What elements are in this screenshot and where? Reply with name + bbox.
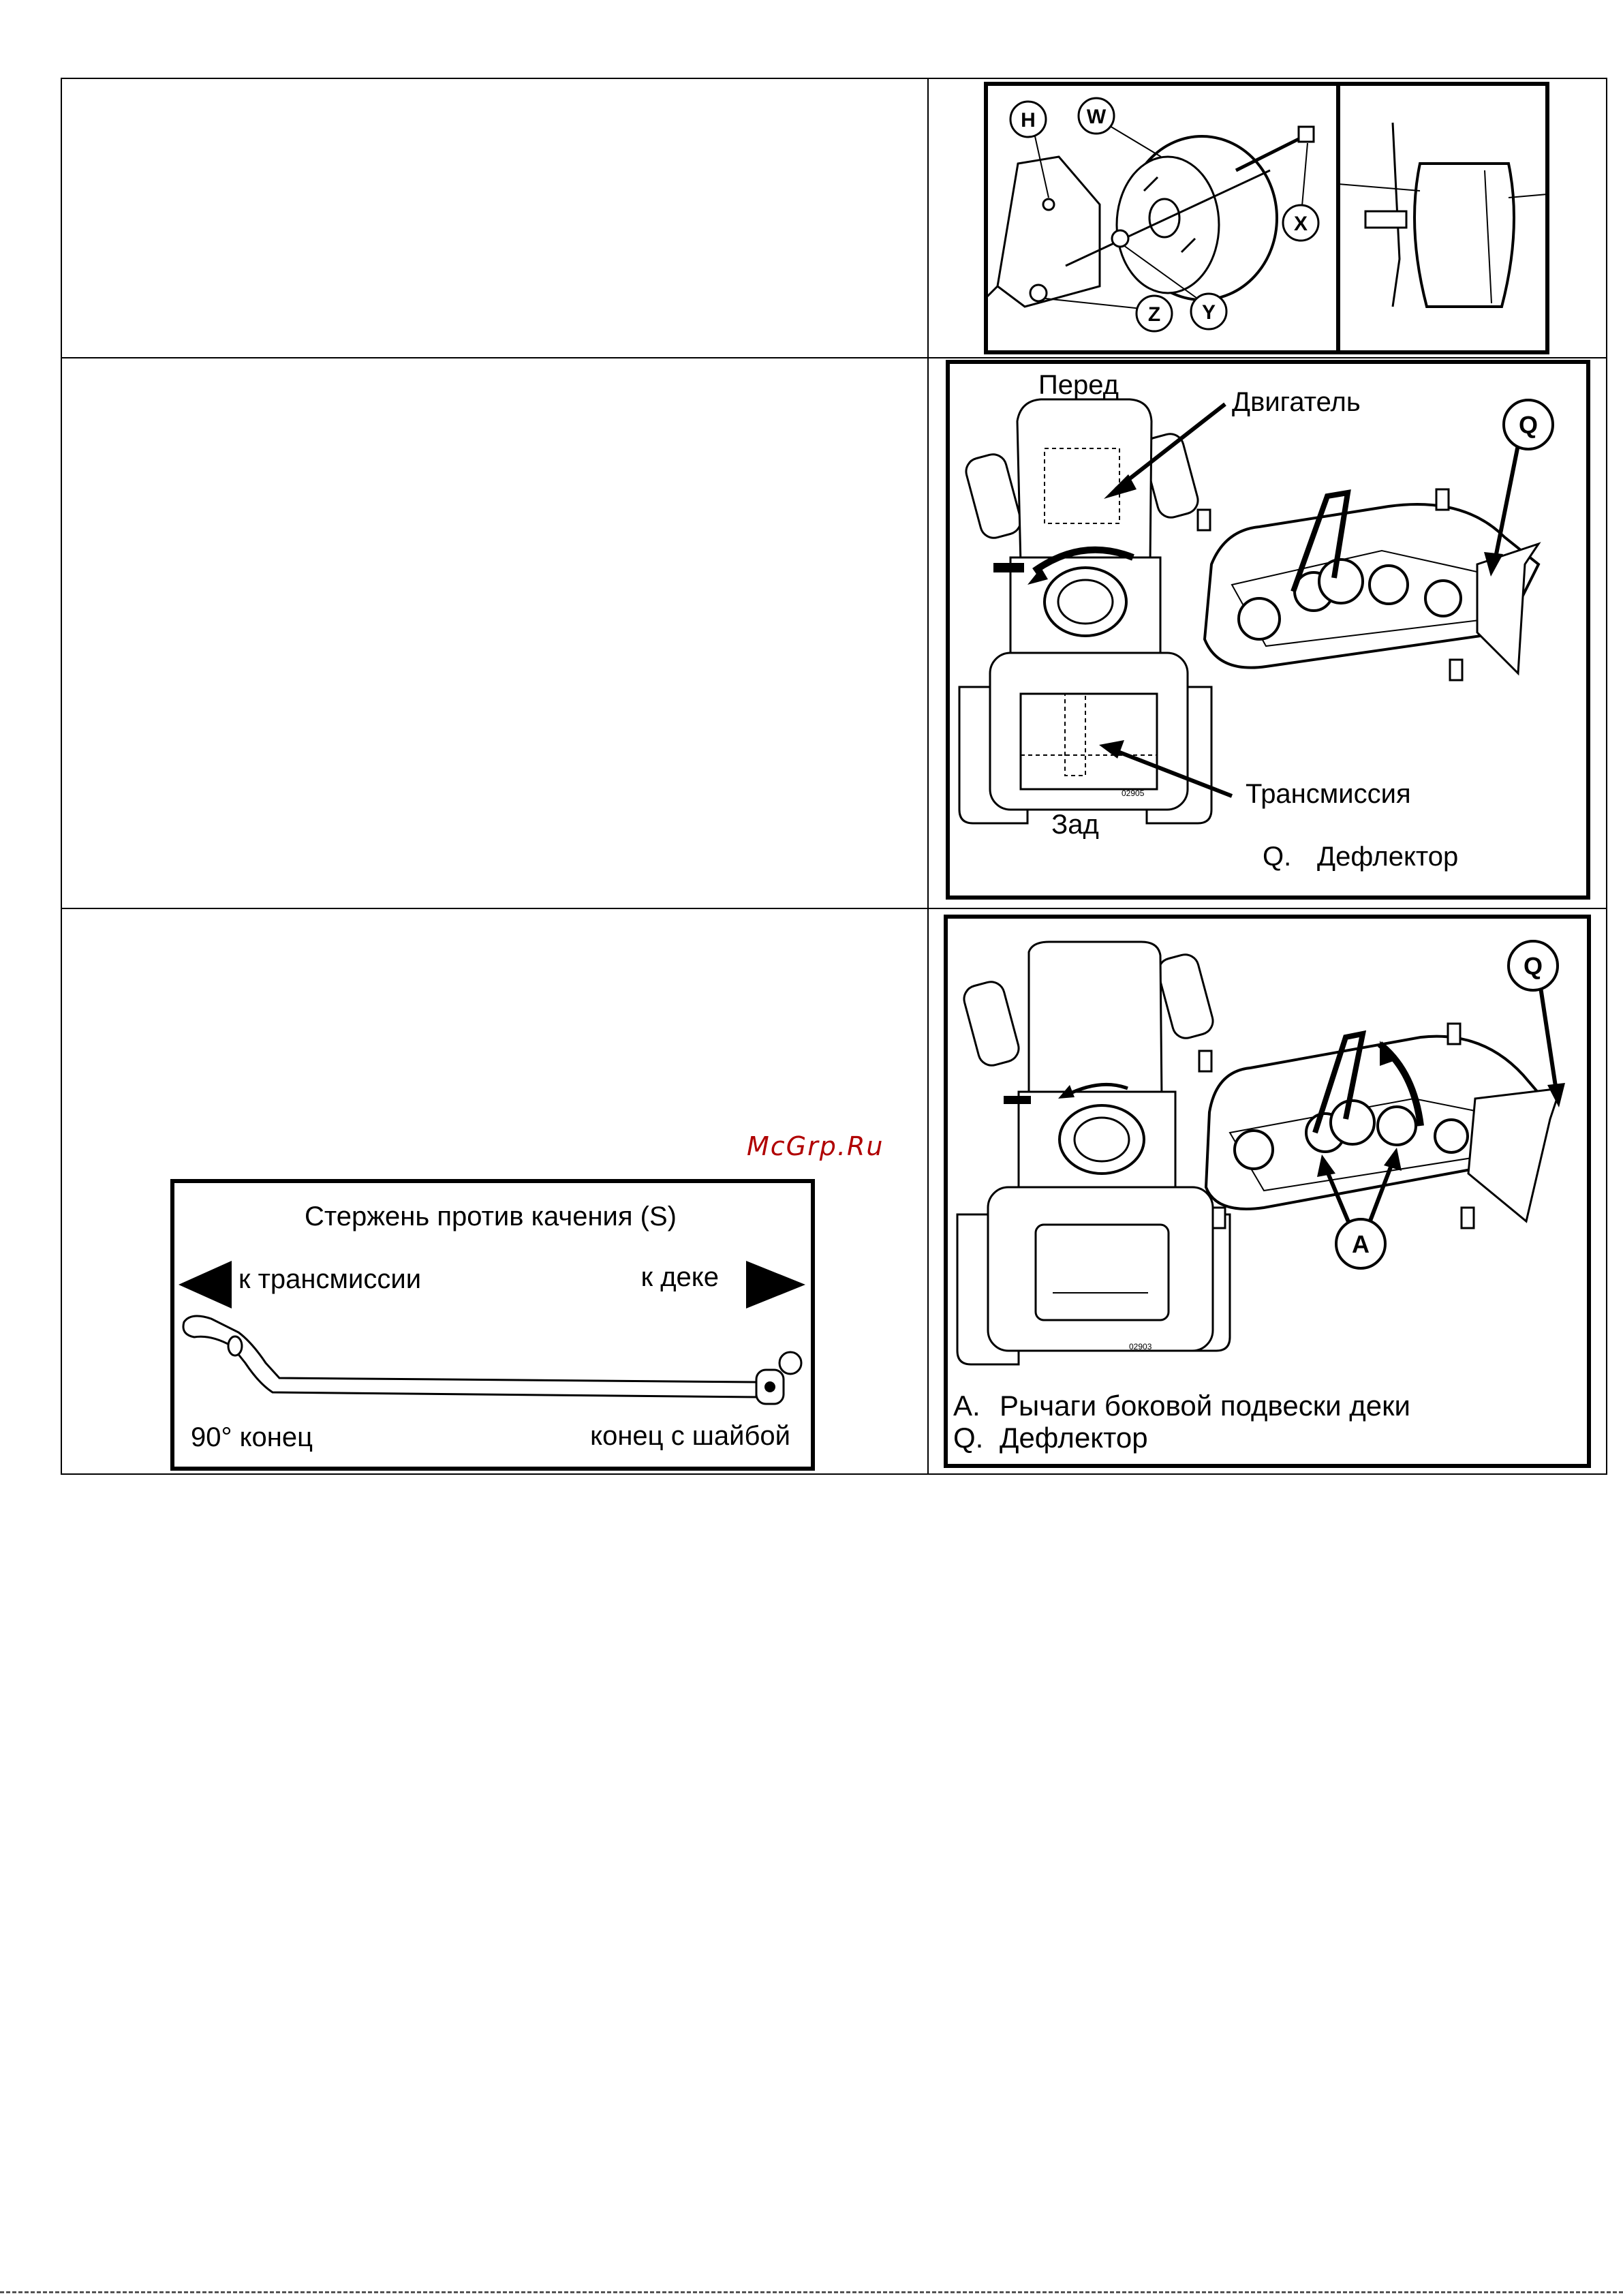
- legend-q-text: Дефлектор: [1317, 842, 1459, 872]
- legend-a-text: Рычаги боковой подвески деки: [1000, 1390, 1410, 1422]
- label-90-end: 90° конец: [191, 1422, 313, 1452]
- label-to-transmission: к трансмиссии: [238, 1264, 422, 1294]
- callout-w: W: [1086, 106, 1107, 128]
- label-engine: Двигатель: [1232, 387, 1361, 417]
- tractor-deck-figure: [946, 360, 1590, 900]
- page-bottom-rule: [0, 2291, 1623, 2295]
- label-washer-end: конец с шайбой: [590, 1421, 790, 1451]
- row2-text-cell: [61, 358, 928, 908]
- legend-q-text: Дефлектор: [1000, 1422, 1148, 1454]
- callout-y: Y: [1201, 301, 1216, 324]
- callout-h: H: [1021, 109, 1036, 132]
- label-front: Перед: [1038, 370, 1119, 400]
- label-transmission: Трансмиссия: [1246, 779, 1411, 809]
- callout-a: A: [1352, 1230, 1370, 1258]
- part-code-02903: 02903: [1129, 1342, 1152, 1351]
- watermark-text: McGrp.Ru: [747, 1131, 884, 1161]
- row1-text-cell: [61, 78, 928, 358]
- deck-suspension-figure: [944, 915, 1591, 1468]
- label-to-deck: к деке: [640, 1262, 719, 1292]
- legend-a-letter: A.: [953, 1390, 980, 1422]
- callout-z: Z: [1147, 303, 1161, 326]
- anti-sway-bar-figure: [170, 1179, 815, 1471]
- callout-q: Q: [1523, 952, 1543, 980]
- part-code-02905: 02905: [1122, 789, 1145, 798]
- callout-q: Q: [1518, 411, 1539, 439]
- sway-bar-title: Стержень против качения (S): [305, 1201, 677, 1231]
- gauge-wheel-figure: [984, 82, 1549, 354]
- label-rear: Зад: [1051, 810, 1099, 840]
- callout-x: X: [1293, 213, 1308, 235]
- legend-q-letter: Q.: [953, 1422, 984, 1454]
- legend-q-letter: Q.: [1263, 842, 1292, 872]
